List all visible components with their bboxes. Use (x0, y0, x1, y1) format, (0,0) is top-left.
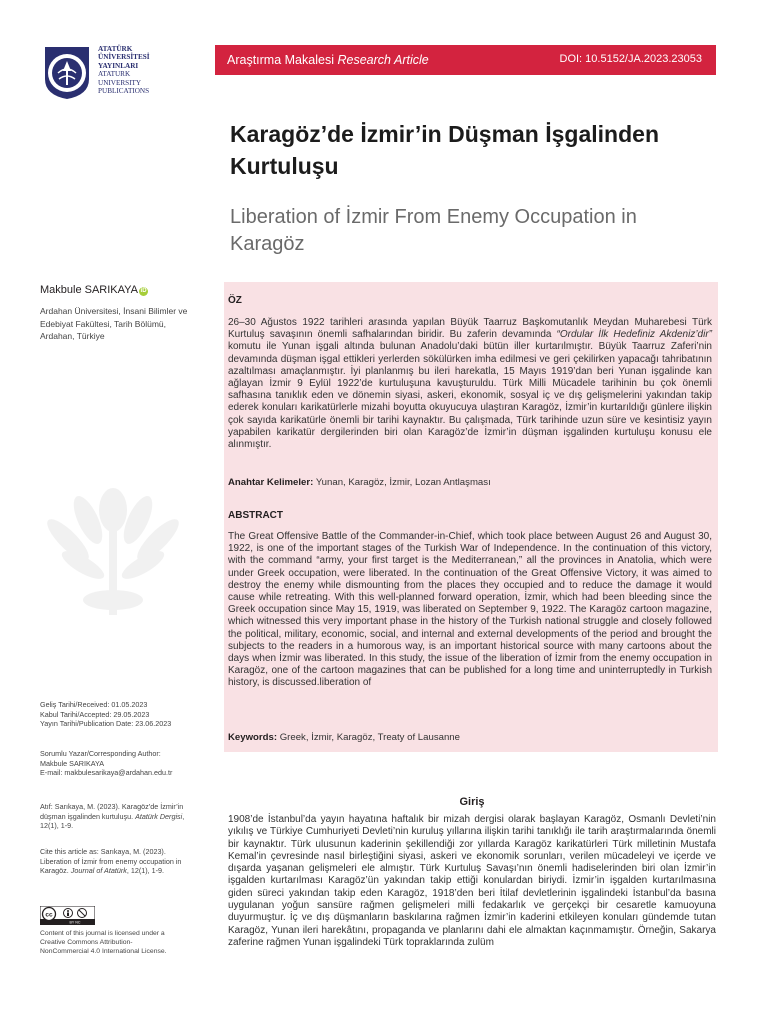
article-type (227, 53, 429, 67)
oz-keywords (228, 477, 712, 488)
citation-turkish (40, 802, 190, 831)
accepted-date: Kabul Tarihi/Accepted: 29.05.2023 (40, 709, 150, 719)
oz-heading: ÖZ (228, 295, 242, 306)
citation-en-suffix: , 12(1), 1-9. (126, 866, 164, 876)
citation-tr-suffix: , 12(1), 1-9. (40, 811, 185, 831)
corresponding-author (40, 749, 185, 778)
cc-badge-terms: BY NC (69, 920, 81, 925)
abstract-keywords-label: Keywords: (228, 732, 278, 743)
author-affiliation: Ardahan Üniversitesi, İnsani Bilimler ve Edebiyat Fakültesi, Tarih Bölümü, Ardahan, Türkiye (40, 306, 188, 341)
received-date: Geliş Tarihi/Received: 01.05.2023 (40, 700, 148, 709)
creative-commons-badge-icon[interactable] (40, 906, 95, 925)
abstract-heading: ABSTRACT (228, 510, 283, 521)
article-title-turkish: Karagöz’de İzmir’in Düşman İşgalinden Kurtuluşu (230, 121, 659, 179)
citation-english (40, 847, 190, 876)
logo-line: ÜNİVERSİTESİ (98, 53, 150, 62)
publisher-name (98, 45, 150, 95)
abstract-box (224, 282, 718, 752)
logo-line: ATATURK (98, 70, 131, 79)
logo-line: UNIVERSITY (98, 78, 142, 87)
logo-line: YAYINLARI (98, 61, 139, 70)
university-seal-logo (41, 43, 93, 101)
doi-link[interactable]: DOI: 10.5152/JA.2023.23053 (559, 53, 702, 65)
corresponding-label: Sorumlu Yazar/Corresponding Author: (40, 749, 161, 758)
license-text: Content of this journal is licensed under a Creative Commons Attribution-NonCommercial 4.0 International License. (40, 930, 167, 956)
abstract-text: The Great Offensive Battle of the Commander-in-Chief, which took place between August 26 and August 30, 1922, is one of the important stages of the Turkish War of Independence. In the continuation of this victory, with the command “army, your first target is the Mediterranean,” all the provinces in Anatolia, which were under Greek occupation, were liberated. In the continuation of the Great Offensive Victory, it was aimed to destroy the enemy while dismounting from the places they occupied and to reduce the damage it would cause while retreating. With this well-planned forward operation, İzmir, which had been bleeding since the Greek occupation since May 15, 1919, was liberated on September 9, 1922. The Karagöz cartoon magazine, which witnessed this very important phase in the history of the Turkish national struggle and closely followed the political, military, economic, social, and internal and external developments of the period and brought the subjects to the readers in a humorous way, is an important historical source with many cartoons about the days when İzmir was liberated. In this study, the issue of the liberation of İzmir from the enemy occupation in Karagöz, one of the cartoon magazines that can be published for a long time and uninterruptedly in Turkish history, is discussed.liberation of (228, 531, 712, 689)
logo-line: PUBLICATIONS (98, 87, 150, 96)
publication-date: Yayın Tarihi/Publication Date: 23.06.2023 (40, 719, 172, 729)
article-type-en: Research Article (337, 53, 429, 67)
citation-en-prefix: Cite this article as: Sarıkaya, M. (2023). Liberation of İzmir from enemy occupation in Karagöz. (40, 847, 182, 876)
oz-keywords-list: Yunan, Karagöz, İzmir, Lozan Antlaşması (315, 477, 491, 488)
citation-en-journal: Journal of Atatürk (70, 866, 127, 876)
orcid-icon[interactable]: iD (140, 288, 147, 294)
oz-text-part-a: 26–30 Ağustos 1922 tarihleri arasında yapılan Büyük Taarruz Başkomutanlık Meydan Muharebesi Türk Kurtuluş savaşının önemli safhalarından biridir. Bu zaferin devamında (228, 317, 712, 341)
abstract-keywords-list: Greek, İzmir, Karagöz, Treaty of Lausanne (279, 732, 460, 743)
section-heading-giris: Giriş (459, 796, 485, 808)
author-block (40, 284, 148, 296)
intro-body-text: 1908’de İstanbul’da yayın hayatına haftalık bir mizah dergisi olarak başlayan Karagöz, Osmanlı Devleti’nin yıkılış ve Türkiye Cumhuriyeti Devleti’nin kuruluş yıllarına ilişkin tarihi tanıklığı ile tarih araştırmalarında önemli bir kaynaktır. Türk ulusunun kaderinin şekillendiği zor yıllarda Karagöz karikatürleri Türk milletinin Mustafa Kemal’in çevresinde nasıl birleştiğini siyasi, askeri ve ekonomik sorunları, verilen mücadeleyi ve içerde ve dışarda yaşanan gelişmeleri ele almıştır. Türk Kurtuluş Savaşı’nın önemli hadiselerinden biri olan İzmir’in işgalden kurtarılması Karagöz’ün yakından takip ettiği konulardan biriydi. İzmir’in işgalden kurtarılmasına giden süreci yakından takip eden Karagöz, 1918’den beri İtilaf devletlerinin işgalindeki İstanbul’da basına uygulanan yoğun sansüre rağmen gelişmeleri milli fedakarlık ve gerçekçi bir cesaretle kamuoyuna duyurmuştur. İç ve dış düşmanların baskılarına rağmen İzmir’in kaderini etkileyen konuları gündemde tutan Karagöz, Yunan ileri harekâtını, propaganda ve planlarını dahi ele almaktan kaçınmamıştır. Örneğin, Sakarya zaferine rağmen Yunan işgalindeki Türk topraklarında zulüm (228, 814, 716, 948)
author-name: Makbule SARIKAYA (40, 284, 139, 296)
oz-text (228, 317, 712, 451)
corresponding-name: Makbule SARIKAYA (40, 758, 105, 768)
article-type-banner (215, 45, 716, 75)
oz-keywords-label: Anahtar Kelimeler: (228, 477, 314, 488)
oz-text-quote: “Ordular İlk Hedefiniz Akdeniz’dir” (556, 329, 713, 341)
article-type-tr: Araştırma Makalesi (227, 53, 334, 67)
article-title-english: Liberation of İzmir From Enemy Occupation in Karagöz (230, 206, 637, 255)
abstract-keywords (228, 732, 712, 743)
logo-line: ATATÜRK (98, 45, 133, 53)
seal-watermark-icon (38, 450, 188, 630)
article-dates (40, 700, 200, 729)
citation-tr-prefix: Atıf: Sarıkaya, M. (2023). Karagöz’de İzmir’in düşman işgalinden kurtuluşu. (40, 802, 184, 821)
citation-tr-journal: Atatürk Dergisi (135, 811, 183, 821)
corresponding-email[interactable]: E-mail: makbulesarikaya@ardahan.edu.tr (40, 768, 173, 778)
cc-badge-mark: cc (45, 911, 53, 919)
oz-text-part-b: komutu ile Yunan işgali altında bulunan Anadolu’daki bütün iller kurtarılmıştır. Büyük Taarruz Zaferi’nin devamında düşman işgal ettikleri yerlerden sökülürken imha edilmesi ve geri çekilirken yapacağı tahribatının azaltılması amaçlanmıştır. İyi planlanmış bu ileri harekatla, 15 Mayıs 1919’dan beri Yunan işgalinde kan ağlayan İzmir 9 Eylül 1922’de kurtuluşuna kavuşturuldu. Türk Milli Mücadele tarihinin bu çok önemli safhasına tanıklık eden ve dönemin siyasi, askeri, ekonomik, sosyal iç ve dış gelişmelerini yakından takip ederek konuları karikatürlerle mizahi boyutta okuyucuya ulaştıran Karagöz, İzmir’in kurtarıldığı günlere ilişkin çok sayıda karikatürle önemli bir tarihi kaynaktır. Bu çalışmada, Türk tarihinde uzun süre ve kesintisiz yayın yapabilen karikatür dergilerinden biri olan Karagöz’de İzmir’in düşman işgalinden kurtuluşu konusu ele alınmıştır. (228, 341, 712, 451)
